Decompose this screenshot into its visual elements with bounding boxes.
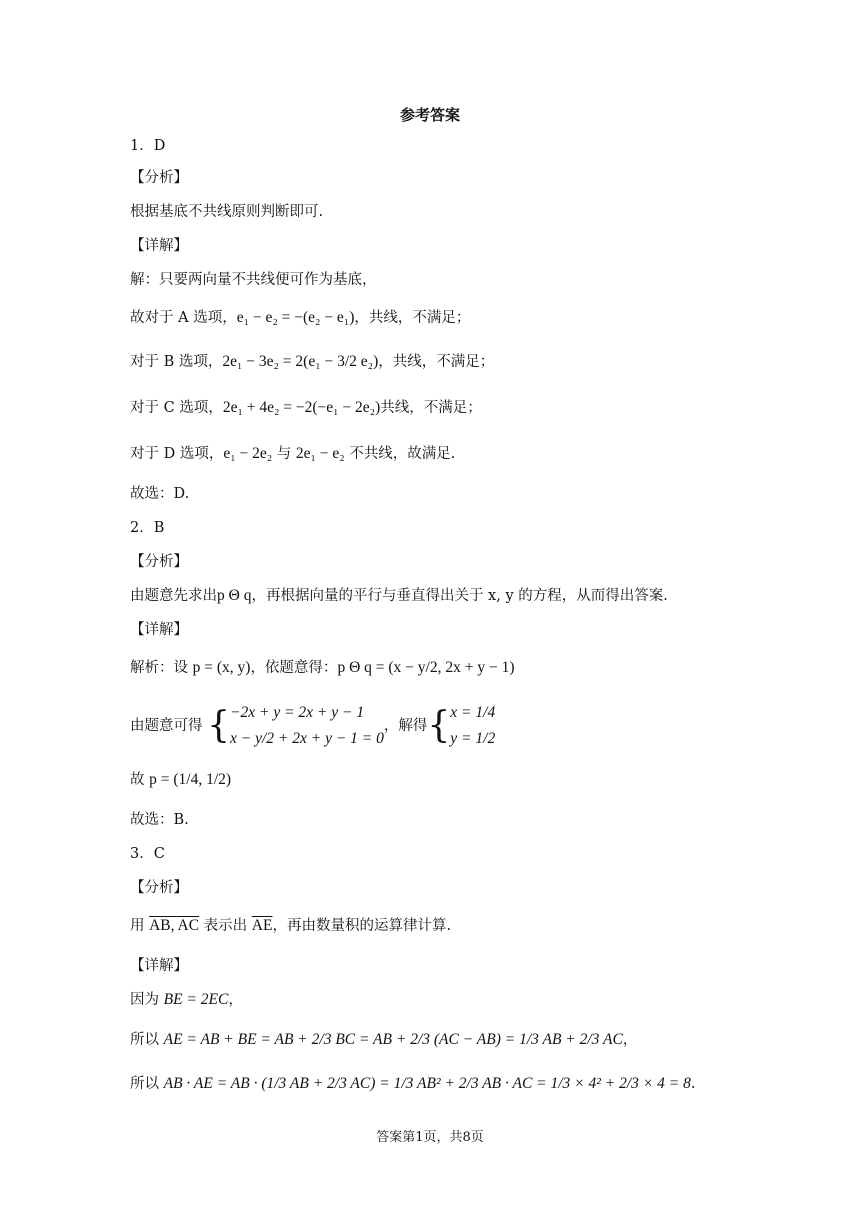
q3-detail-3-prefix: 所以 xyxy=(130,1076,164,1092)
q3-condition-formula: BE = 2EC xyxy=(163,991,229,1008)
q3-detail-1-prefix: 因为 xyxy=(130,992,164,1008)
q2-detail-1-middle: ，依题意得： xyxy=(250,660,338,676)
q1-option-b-prefix: 对于 B 选项， xyxy=(130,354,223,370)
q1-option-a-prefix: 故对于 A 选项， xyxy=(130,310,237,326)
q1-option-c-formula: 2e₁ + 4e₂ = −2(−e₁ − 2e₂) xyxy=(222,399,381,416)
q2-number: 2．B xyxy=(130,520,165,536)
q1-option-a-formula: e₁ − e₂ = −(e₂ − e₁) xyxy=(236,309,355,326)
q2-analysis-tag: 【分析】 xyxy=(130,554,188,570)
q3-detail-2-suffix: ， xyxy=(622,1032,638,1048)
q2-detail-2-middle: ，解得 xyxy=(383,718,428,734)
q3-detail-tag: 【详解】 xyxy=(130,958,188,974)
q2-equation-2: x − y/2 + 2x + y − 1 = 0 xyxy=(230,730,384,747)
q2-operation-result: p Θ q = (x − y/2, 2x + y − 1) xyxy=(337,659,515,676)
q1-analysis-tag: 【分析】 xyxy=(130,170,188,186)
q1-option-d-connector: 与 xyxy=(272,446,296,462)
q2-choice: 故选：B. xyxy=(130,812,189,828)
q1-detail-line-1: 解：只要两向量不共线便可作为基底， xyxy=(130,272,377,288)
q1-option-d-suffix: 不共线，故满足. xyxy=(344,446,456,462)
page-footer: 答案第1页，共8页 xyxy=(376,1130,484,1145)
q3-analysis-vectors: AB, AC xyxy=(149,917,200,934)
q3-detail-3-suffix: . xyxy=(690,1076,696,1092)
q1-option-b-formula: 2e₁ − 3e₂ = 2(e₁ − 3/2 e₂) xyxy=(222,353,379,370)
q2-analysis-line xyxy=(130,586,668,606)
q1-option-d-formula-1: e₁ − 2e₂ xyxy=(223,445,273,462)
q2-equation-system xyxy=(230,700,384,752)
q1-option-c-prefix: 对于 C 选项， xyxy=(130,400,223,416)
q2-solution-system xyxy=(450,700,495,752)
q2-detail-3-prefix: 故 xyxy=(130,772,150,788)
q2-vector-p-result: p = (1/4, 1/2) xyxy=(149,771,232,788)
q3-analysis-vector-ae: $\overline{AE}$ xyxy=(251,917,273,934)
q2-vector-p-definition: p = (x, y) xyxy=(192,659,251,676)
q1-option-d-line xyxy=(130,444,455,464)
left-brace-symbol: { xyxy=(207,705,231,746)
q3-detail-line-2 xyxy=(130,1030,637,1050)
q2-analysis-prefix: 由题意先求出 xyxy=(130,588,217,604)
q1-option-a-line xyxy=(130,308,470,328)
q3-detail-line-3 xyxy=(130,1074,695,1094)
q2-analysis-suffix: ，再根据向量的平行与垂直得出关于 x, y 的方程，从而得出答案. xyxy=(251,588,668,604)
q3-ae-expansion-formula: AE = AB + BE = AB + 2/3 BC = AB + 2/3 (AC − AB) = 1/3 AB + 2/3 AC xyxy=(163,1031,623,1048)
q3-detail-line-1 xyxy=(130,990,243,1010)
q3-number: 3．C xyxy=(130,846,165,862)
q2-detail-2-prefix: 由题意可得 xyxy=(130,718,203,734)
q3-analysis-middle: 表示出 xyxy=(199,918,252,934)
q2-solution-x: x = 1/4 xyxy=(450,704,496,721)
q3-analysis-line xyxy=(130,916,451,936)
q1-analysis-text: 根据基底不共线原则判断即可. xyxy=(130,204,324,220)
q2-detail-line-3 xyxy=(130,770,231,790)
page-title: 参考答案 xyxy=(399,106,460,124)
q1-option-d-formula-2: 2e₁ − e₂ xyxy=(295,445,345,462)
q2-detail-tag: 【详解】 xyxy=(130,622,188,638)
q1-option-b-line xyxy=(130,352,494,372)
q2-detail-line-1 xyxy=(130,658,514,678)
left-brace-symbol: { xyxy=(427,705,451,746)
q1-detail-tag: 【详解】 xyxy=(130,238,188,254)
q1-option-b-suffix: ，共线，不满足； xyxy=(378,354,495,370)
q3-analysis-prefix: 用 xyxy=(130,918,150,934)
q3-analysis-tag: 【分析】 xyxy=(130,880,188,896)
q3-detail-1-suffix: ， xyxy=(228,992,243,1008)
q2-analysis-formula: p Θ q xyxy=(217,587,252,604)
q2-solution-y: y = 1/2 xyxy=(450,730,496,747)
q1-choice: 故选：D. xyxy=(130,486,190,502)
q1-option-d-prefix: 对于 D 选项， xyxy=(130,446,224,462)
q1-option-c-line xyxy=(130,398,482,418)
q2-detail-1-prefix: 解析：设 xyxy=(130,660,193,676)
q1-option-a-suffix: ，共线，不满足； xyxy=(354,310,471,326)
q2-detail-line-2 xyxy=(130,700,495,752)
q3-dot-product-formula: AB · AE = AB · (1/3 AB + 2/3 AC) = 1/3 AB² + 2/3 AB · AC = 1/3 × 4² + 2/3 × 4 = 8 xyxy=(163,1075,691,1092)
q3-detail-2-prefix: 所以 xyxy=(130,1032,164,1048)
q2-equation-1: −2x + y = 2x + y − 1 xyxy=(230,704,365,721)
q1-option-c-suffix: 共线，不满足； xyxy=(380,400,482,416)
q1-number: 1．D xyxy=(130,138,166,154)
q3-analysis-suffix: ，再由数量积的运算律计算. xyxy=(272,918,452,934)
